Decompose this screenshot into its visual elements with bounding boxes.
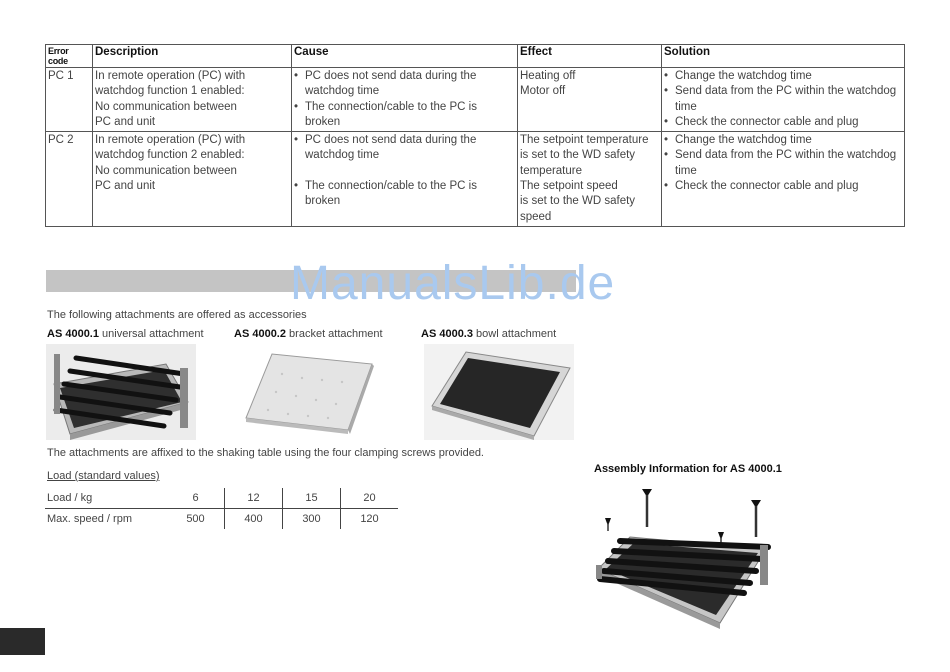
error-solution (662, 132, 905, 227)
description-line: watchdog function 1 enabled: (95, 85, 245, 98)
load-value: 6 (167, 488, 225, 509)
solution-item: • Check the connector cable and plug (664, 115, 902, 130)
error-solution (662, 68, 905, 132)
load-label: Load / kg (45, 488, 167, 509)
header-error-code: Error code (46, 45, 93, 68)
attachment-label-bracket (234, 328, 383, 340)
error-code-table (45, 44, 905, 227)
description-line: PC and unit (95, 115, 156, 128)
attachment-fixing-note: The attachments are affixed to the shaking table using the four clamping screws provided. (47, 447, 484, 459)
description-line: PC and unit (95, 180, 156, 193)
universal-attachment-image (46, 344, 196, 440)
error-table-header-row (46, 45, 905, 68)
clamping-screw-icon (642, 489, 652, 527)
bowl-attachment-image (424, 344, 574, 440)
load-row (45, 488, 398, 509)
solution-item: • Change the watchdog time (664, 69, 902, 84)
effect-line: is set to the WD safety (520, 195, 636, 208)
cause-item: • The connection/cable to the PC is broken (294, 179, 515, 210)
error-row-pc2 (46, 132, 905, 227)
speed-value: 120 (360, 513, 379, 525)
load-value: 15 (283, 488, 341, 509)
clamping-screw-icon (751, 500, 761, 537)
header-solution: Solution (662, 45, 905, 68)
effect-line: temperature (520, 164, 583, 177)
error-effect (518, 132, 662, 227)
solution-item: • Send data from the PC within the watchdog time (664, 148, 902, 179)
effect-line: speed (520, 210, 552, 223)
description-line: No communication between (95, 164, 237, 177)
description-line: In remote operation (PC) with (95, 70, 246, 82)
page-corner-marker (0, 628, 45, 655)
error-description (93, 132, 292, 227)
speed-label: Max. speed / rpm (47, 513, 132, 525)
header-description: Description (93, 45, 292, 68)
attachment-name: bracket attachment (289, 328, 383, 340)
load-value: 20 (341, 488, 399, 509)
error-effect (518, 68, 662, 132)
load-value: 12 (225, 488, 283, 509)
effect-line: The setpoint temperature (520, 134, 649, 147)
description-line: watchdog function 2 enabled: (95, 149, 245, 162)
attachment-name: universal attachment (102, 328, 204, 340)
speed-value: 400 (225, 509, 283, 530)
error-code: PC 2 (46, 132, 93, 227)
effect-line: Motor off (520, 85, 566, 98)
solution-item: • Check the connector cable and plug (664, 179, 902, 194)
accessories-intro: The following attachments are offered as accessories (47, 309, 307, 321)
effect-line: Heating off (520, 70, 576, 82)
speed-value: 500 (167, 509, 225, 530)
attachment-code: AS 4000.3 (421, 328, 473, 340)
assembly-info-title: Assembly Information for AS 4000.1 (594, 463, 782, 475)
attachment-code: AS 4000.2 (234, 328, 286, 340)
assembly-illustration-image (590, 485, 780, 633)
error-cause (292, 132, 518, 227)
cause-item: • The connection/cable to the PC is broken (294, 100, 515, 131)
attachment-label-bowl (421, 328, 556, 340)
watermark: ManualsLib.de (290, 257, 616, 310)
header-effect: Effect (518, 45, 662, 68)
speed-value: 300 (283, 509, 341, 530)
clamping-screw-icon (605, 518, 611, 531)
speed-row (45, 509, 398, 530)
effect-line: is set to the WD safety (520, 149, 636, 162)
error-description (93, 68, 292, 132)
solution-item: • Send data from the PC within the watchdog time (664, 84, 902, 115)
attachment-name: bowl attachment (476, 328, 557, 340)
error-row-pc1 (46, 68, 905, 132)
error-code: PC 1 (46, 68, 93, 132)
header-cause: Cause (292, 45, 518, 68)
load-table-title: Load (standard values) (47, 470, 160, 482)
error-cause (292, 68, 518, 132)
description-line: In remote operation (PC) with (95, 134, 246, 147)
description-line: No communication between (95, 100, 237, 113)
solution-item: • Change the watchdog time (664, 133, 902, 148)
bracket-attachment-image (232, 344, 382, 440)
load-table (45, 488, 398, 529)
effect-line: The setpoint speed (520, 180, 618, 193)
cause-item: • PC does not send data during the watchdog time (294, 69, 515, 100)
attachment-label-universal (47, 328, 204, 340)
cause-item: • PC does not send data during the watchdog time (294, 133, 515, 164)
attachment-code: AS 4000.1 (47, 328, 99, 340)
